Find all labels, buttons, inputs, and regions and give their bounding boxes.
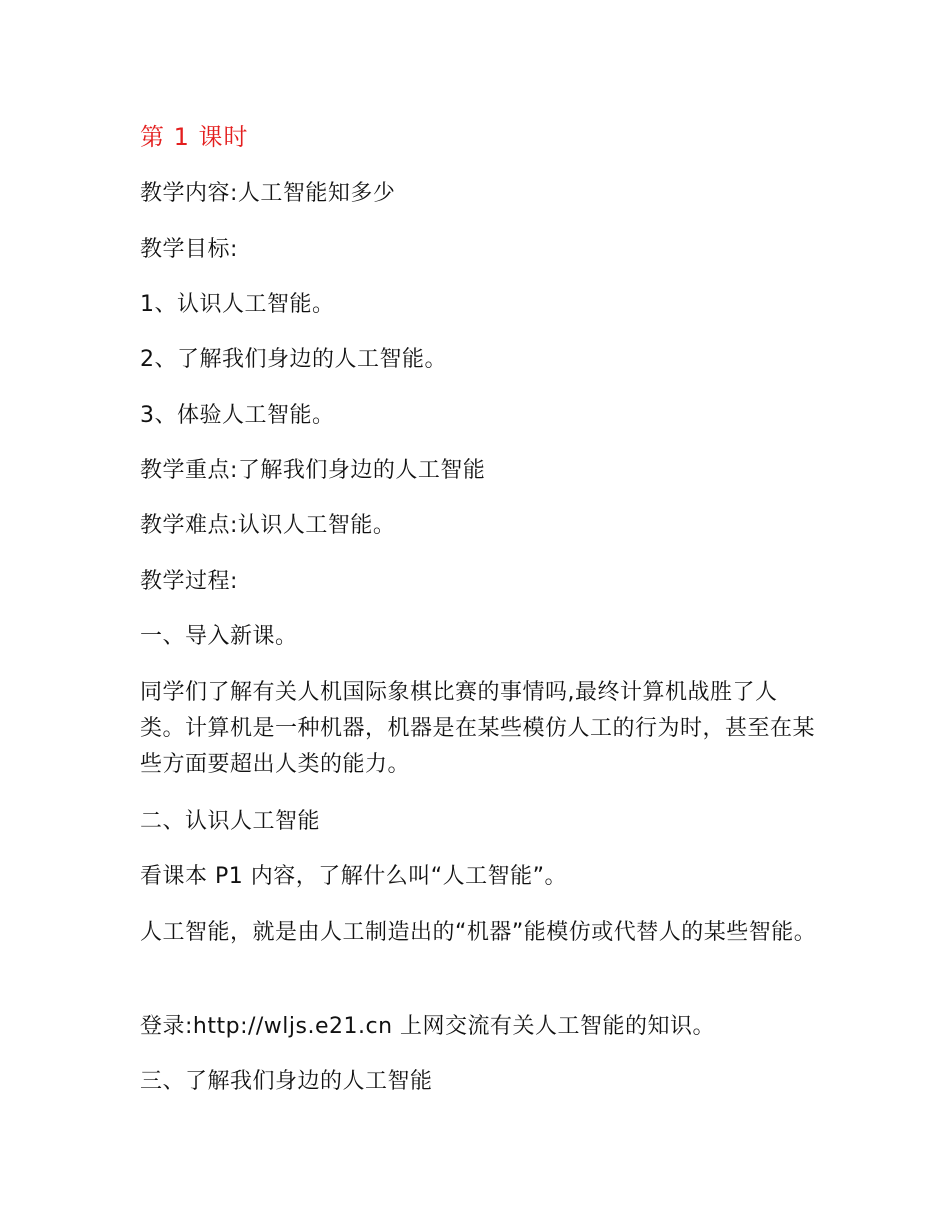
objectives-heading: 教学目标:: [140, 237, 238, 262]
process-heading: 教学过程:: [140, 569, 238, 594]
objective-item-3: 3、体验人工智能。: [140, 403, 335, 428]
section-2-paragraph-2: 人工智能，就是由人工制造出的“机器”能模仿或代替人的某些智能。: [140, 920, 817, 945]
objective-item-1: 1、认识人工智能。: [140, 292, 335, 317]
key-point: 教学重点:了解我们身边的人工智能: [140, 458, 486, 483]
section-2-paragraph-1: 看课本 P1 内容，了解什么叫“人工智能”。: [140, 864, 568, 889]
section-heading-3: 三、了解我们身边的人工智能: [140, 1069, 433, 1094]
section-heading-1: 一、导入新课。: [140, 624, 298, 649]
objective-item-2: 2、了解我们身边的人工智能。: [140, 347, 447, 372]
section-2-paragraph-3: 登录:http://wljs.e21.cn 上网交流有关人工智能的知识。: [140, 1014, 716, 1039]
section-heading-2: 二、认识人工智能: [140, 809, 321, 834]
section-1-paragraph: 同学们了解有关人机国际象棋比赛的事情吗,最终计算机战胜了人类。计算机是一种机器，机器是在某些模仿人工的行为时，甚至在某些方面要超出人类的能力。: [140, 680, 816, 777]
teaching-content: 教学内容:人工智能知多少: [140, 181, 396, 206]
lesson-title: 第 1 课时: [140, 123, 249, 151]
difficulty: 教学难点:认识人工智能。: [140, 513, 396, 538]
